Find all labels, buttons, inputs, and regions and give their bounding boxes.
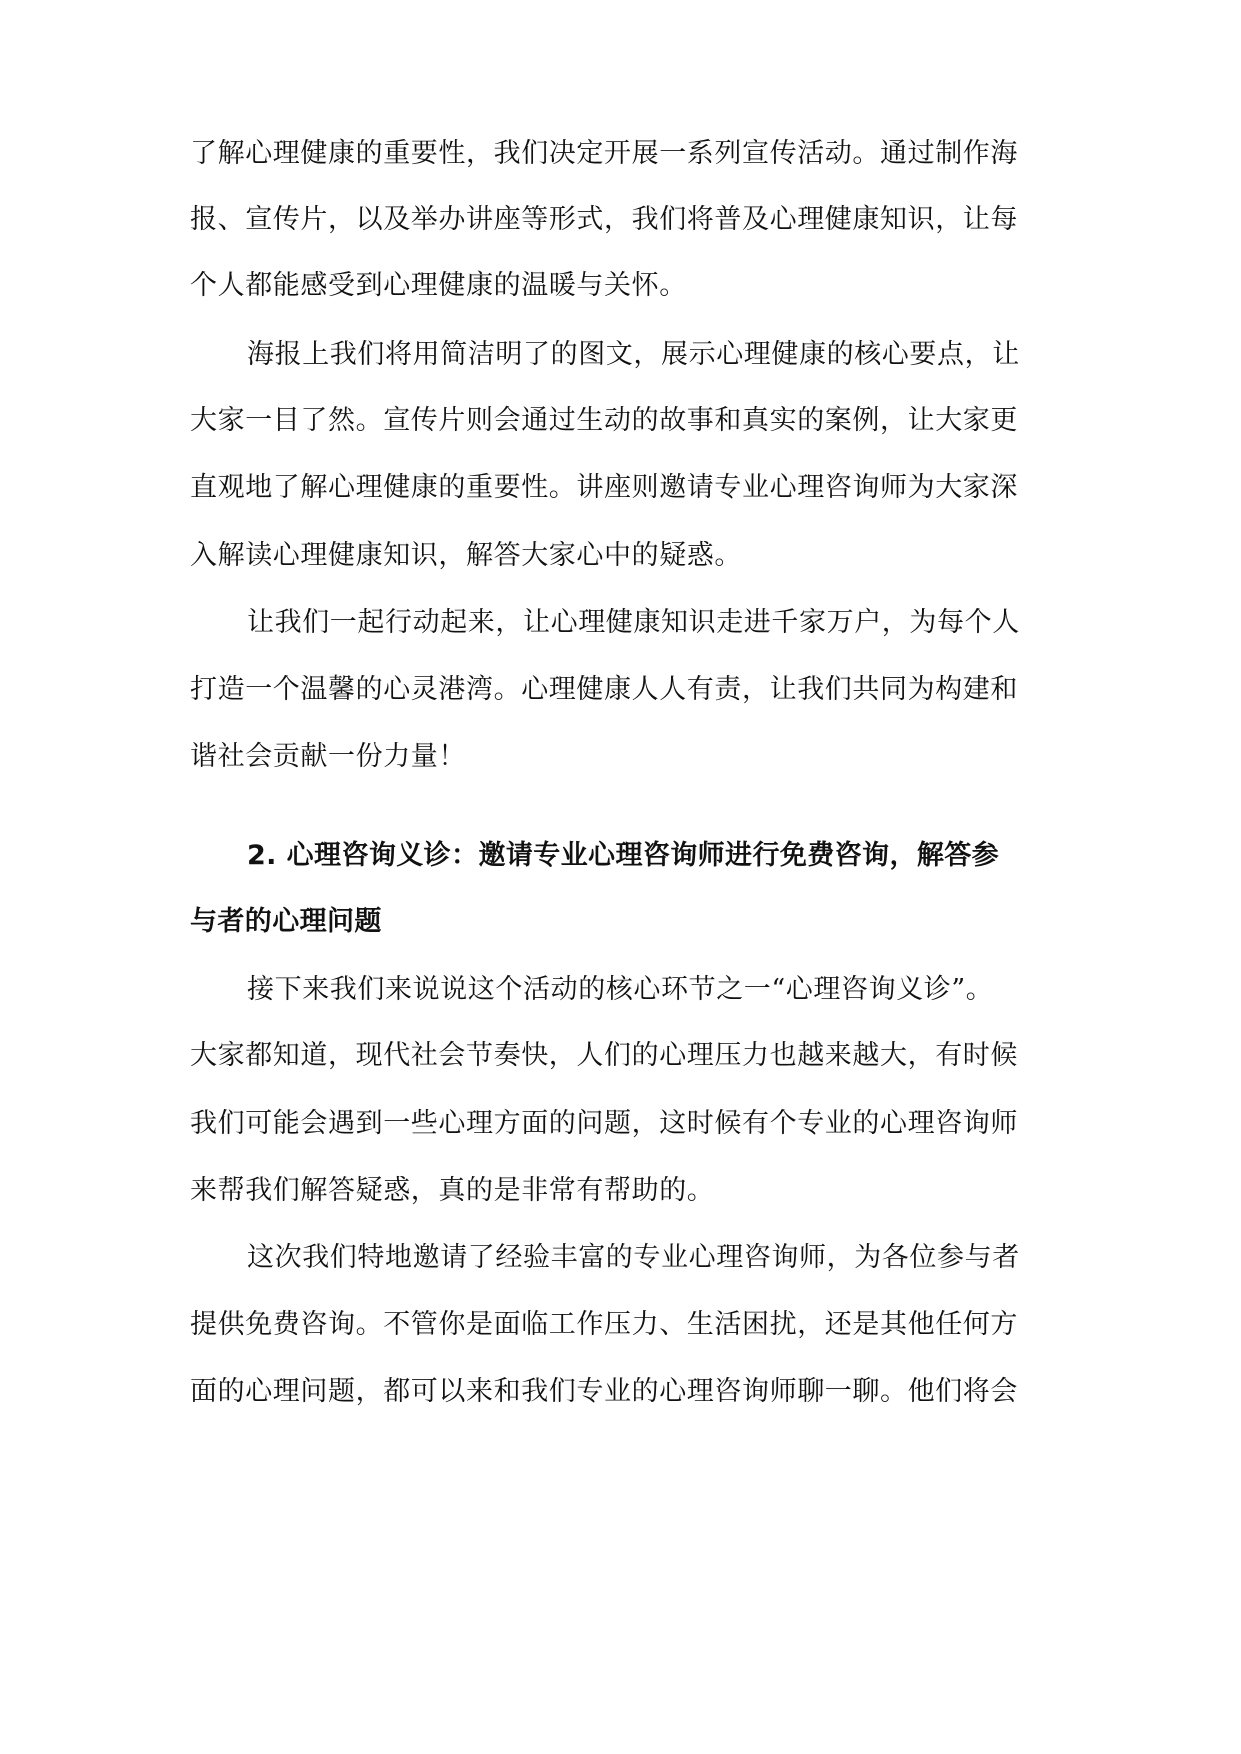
paragraph-2-line-2: 大家一目了然。宣传片则会通过生动的故事和真实的案例，让大家更 [190, 405, 1018, 436]
paragraph-3-line-3: 谐社会贡献一份力量！ [190, 741, 466, 772]
section-paragraph-2-line-2: 提供免费咨询。不管你是面临工作压力、生活困扰，还是其他任何方 [190, 1309, 1018, 1340]
section-heading-line-1: 2. 心理咨询义诊：邀请专业心理咨询师进行免费咨询，解答参 [247, 840, 1000, 871]
section-paragraph-2-line-3: 面的心理问题，都可以来和我们专业的心理咨询师聊一聊。他们将会 [190, 1376, 1018, 1407]
section-paragraph-2-line-1: 这次我们特地邀请了经验丰富的专业心理咨询师，为各位参与者 [247, 1242, 1020, 1273]
paragraph-3-line-2: 打造一个温馨的心灵港湾。心理健康人人有责，让我们共同为构建和 [190, 674, 1018, 705]
paragraph-2-line-3: 直观地了解心理健康的重要性。讲座则邀请专业心理咨询师为大家深 [190, 472, 1018, 503]
paragraph-2-line-4: 入解读心理健康知识，解答大家心中的疑惑。 [190, 540, 742, 571]
paragraph-1-line-2: 报、宣传片，以及举办讲座等形式，我们将普及心理健康知识，让每 [190, 204, 1018, 235]
section-heading-line-2: 与者的心理问题 [190, 906, 382, 937]
paragraph-3-line-1: 让我们一起行动起来，让心理健康知识走进千家万户，为每个人 [247, 607, 1020, 638]
section-paragraph-1-line-4: 来帮我们解答疑惑，真的是非常有帮助的。 [190, 1175, 715, 1206]
section-paragraph-1-line-3: 我们可能会遇到一些心理方面的问题，这时候有个专业的心理咨询师 [190, 1108, 1018, 1139]
paragraph-1-line-3: 个人都能感受到心理健康的温暖与关怀。 [190, 270, 687, 301]
paragraph-1-line-1: 了解心理健康的重要性，我们决定开展一系列宣传活动。通过制作海 [190, 138, 1018, 169]
section-paragraph-1-line-2: 大家都知道，现代社会节奏快，人们的心理压力也越来越大，有时候 [190, 1040, 1018, 1071]
section-paragraph-1-line-1: 接下来我们来说说这个活动的核心环节之一“心理咨询义诊”。 [247, 974, 994, 1005]
paragraph-2-line-1: 海报上我们将用简洁明了的图文，展示心理健康的核心要点，让 [247, 339, 1020, 370]
